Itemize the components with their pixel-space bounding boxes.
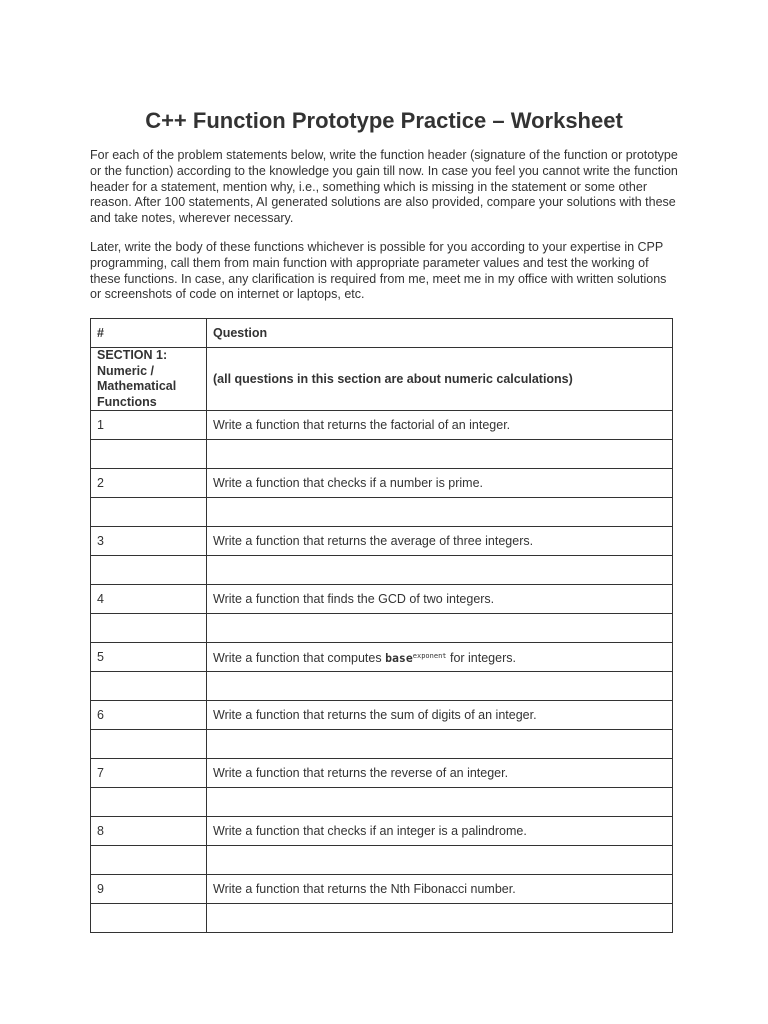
section-title-line: Functions [97, 394, 157, 409]
answer-cell[interactable] [207, 440, 673, 469]
answer-number-cell [91, 556, 207, 585]
table-row [91, 469, 673, 498]
answer-number-cell [91, 440, 207, 469]
instructions-paragraph: Later, write the body of these functions whichever is possible for you according to your expertise in CPP programming, call them from main function with appropriate parameter values and test the working of these functions. In case, any clarification is required from me, meet me in my office with written solutions or screenshots of code on internet or laptops, etc. [90, 240, 667, 302]
question-text: Write a function that returns the reverse of an integer. [207, 759, 673, 788]
question-text-suffix: for integers. [446, 651, 516, 665]
section-description: (all questions in this section are about numeric calculations) [207, 348, 673, 411]
question-number: 1 [91, 411, 207, 440]
code-base: base [385, 651, 413, 665]
answer-number-cell [91, 672, 207, 701]
question-number: 5 [91, 643, 207, 672]
question-text: Write a function that returns the Nth Fibonacci number. [207, 875, 673, 904]
question-table [90, 318, 673, 933]
answer-cell[interactable] [207, 614, 673, 643]
answer-number-cell [91, 498, 207, 527]
answer-row [91, 440, 673, 469]
answer-number-cell [91, 846, 207, 875]
section-title-line: SECTION 1: [97, 348, 168, 362]
code-exponent: exponent [412, 652, 447, 660]
section-title-line: Mathematical [97, 379, 177, 393]
question-number: 8 [91, 817, 207, 846]
answer-row [91, 556, 673, 585]
header-question: Question [207, 319, 673, 348]
table-row [91, 643, 673, 672]
answer-cell[interactable] [207, 788, 673, 817]
section-title [91, 348, 207, 411]
answer-row [91, 672, 673, 701]
table-row [91, 701, 673, 730]
answer-number-cell [91, 788, 207, 817]
table-header-row [91, 319, 673, 348]
answer-row [91, 788, 673, 817]
table-row [91, 817, 673, 846]
table-row [91, 527, 673, 556]
answer-cell[interactable] [207, 730, 673, 759]
question-number: 6 [91, 701, 207, 730]
question-number: 9 [91, 875, 207, 904]
intro-paragraph: For each of the problem statements below, write the function header (signature of the function or prototype or the function) according to the knowledge you gain till now. In case you feel you cannot write the function header for a statement, mention why, i.e., something which is missing in the statement or some other reason. After 100 statements, AI generated solutions are also provided, compare your solutions with these and take notes, wherever necessary. [90, 148, 678, 226]
answer-row [91, 498, 673, 527]
answer-number-cell [91, 904, 207, 933]
answer-row [91, 730, 673, 759]
question-text: Write a function that returns the sum of digits of an integer. [207, 701, 673, 730]
question-text: Write a function that checks if a number is prime. [207, 469, 673, 498]
question-number: 3 [91, 527, 207, 556]
question-text [207, 643, 673, 672]
table-row [91, 875, 673, 904]
question-text: Write a function that finds the GCD of two integers. [207, 585, 673, 614]
section-title-line: Numeric / [97, 363, 154, 378]
question-text: Write a function that checks if an integer is a palindrome. [207, 817, 673, 846]
question-text: Write a function that returns the average of three integers. [207, 527, 673, 556]
answer-cell[interactable] [207, 846, 673, 875]
answer-cell[interactable] [207, 556, 673, 585]
answer-row [91, 904, 673, 933]
answer-cell[interactable] [207, 672, 673, 701]
table-row [91, 759, 673, 788]
answer-row [91, 846, 673, 875]
answer-cell[interactable] [207, 498, 673, 527]
table-row [91, 585, 673, 614]
question-number: 4 [91, 585, 207, 614]
answer-number-cell [91, 614, 207, 643]
table-row [91, 411, 673, 440]
question-number: 2 [91, 469, 207, 498]
section-row [91, 348, 673, 411]
answer-number-cell [91, 730, 207, 759]
question-text-prefix: Write a function that computes [213, 651, 386, 665]
answer-cell[interactable] [207, 904, 673, 933]
answer-row [91, 614, 673, 643]
question-number: 7 [91, 759, 207, 788]
question-text: Write a function that returns the factorial of an integer. [207, 411, 673, 440]
header-number: # [91, 319, 207, 348]
page-title: C++ Function Prototype Practice – Worksheet [145, 108, 623, 133]
